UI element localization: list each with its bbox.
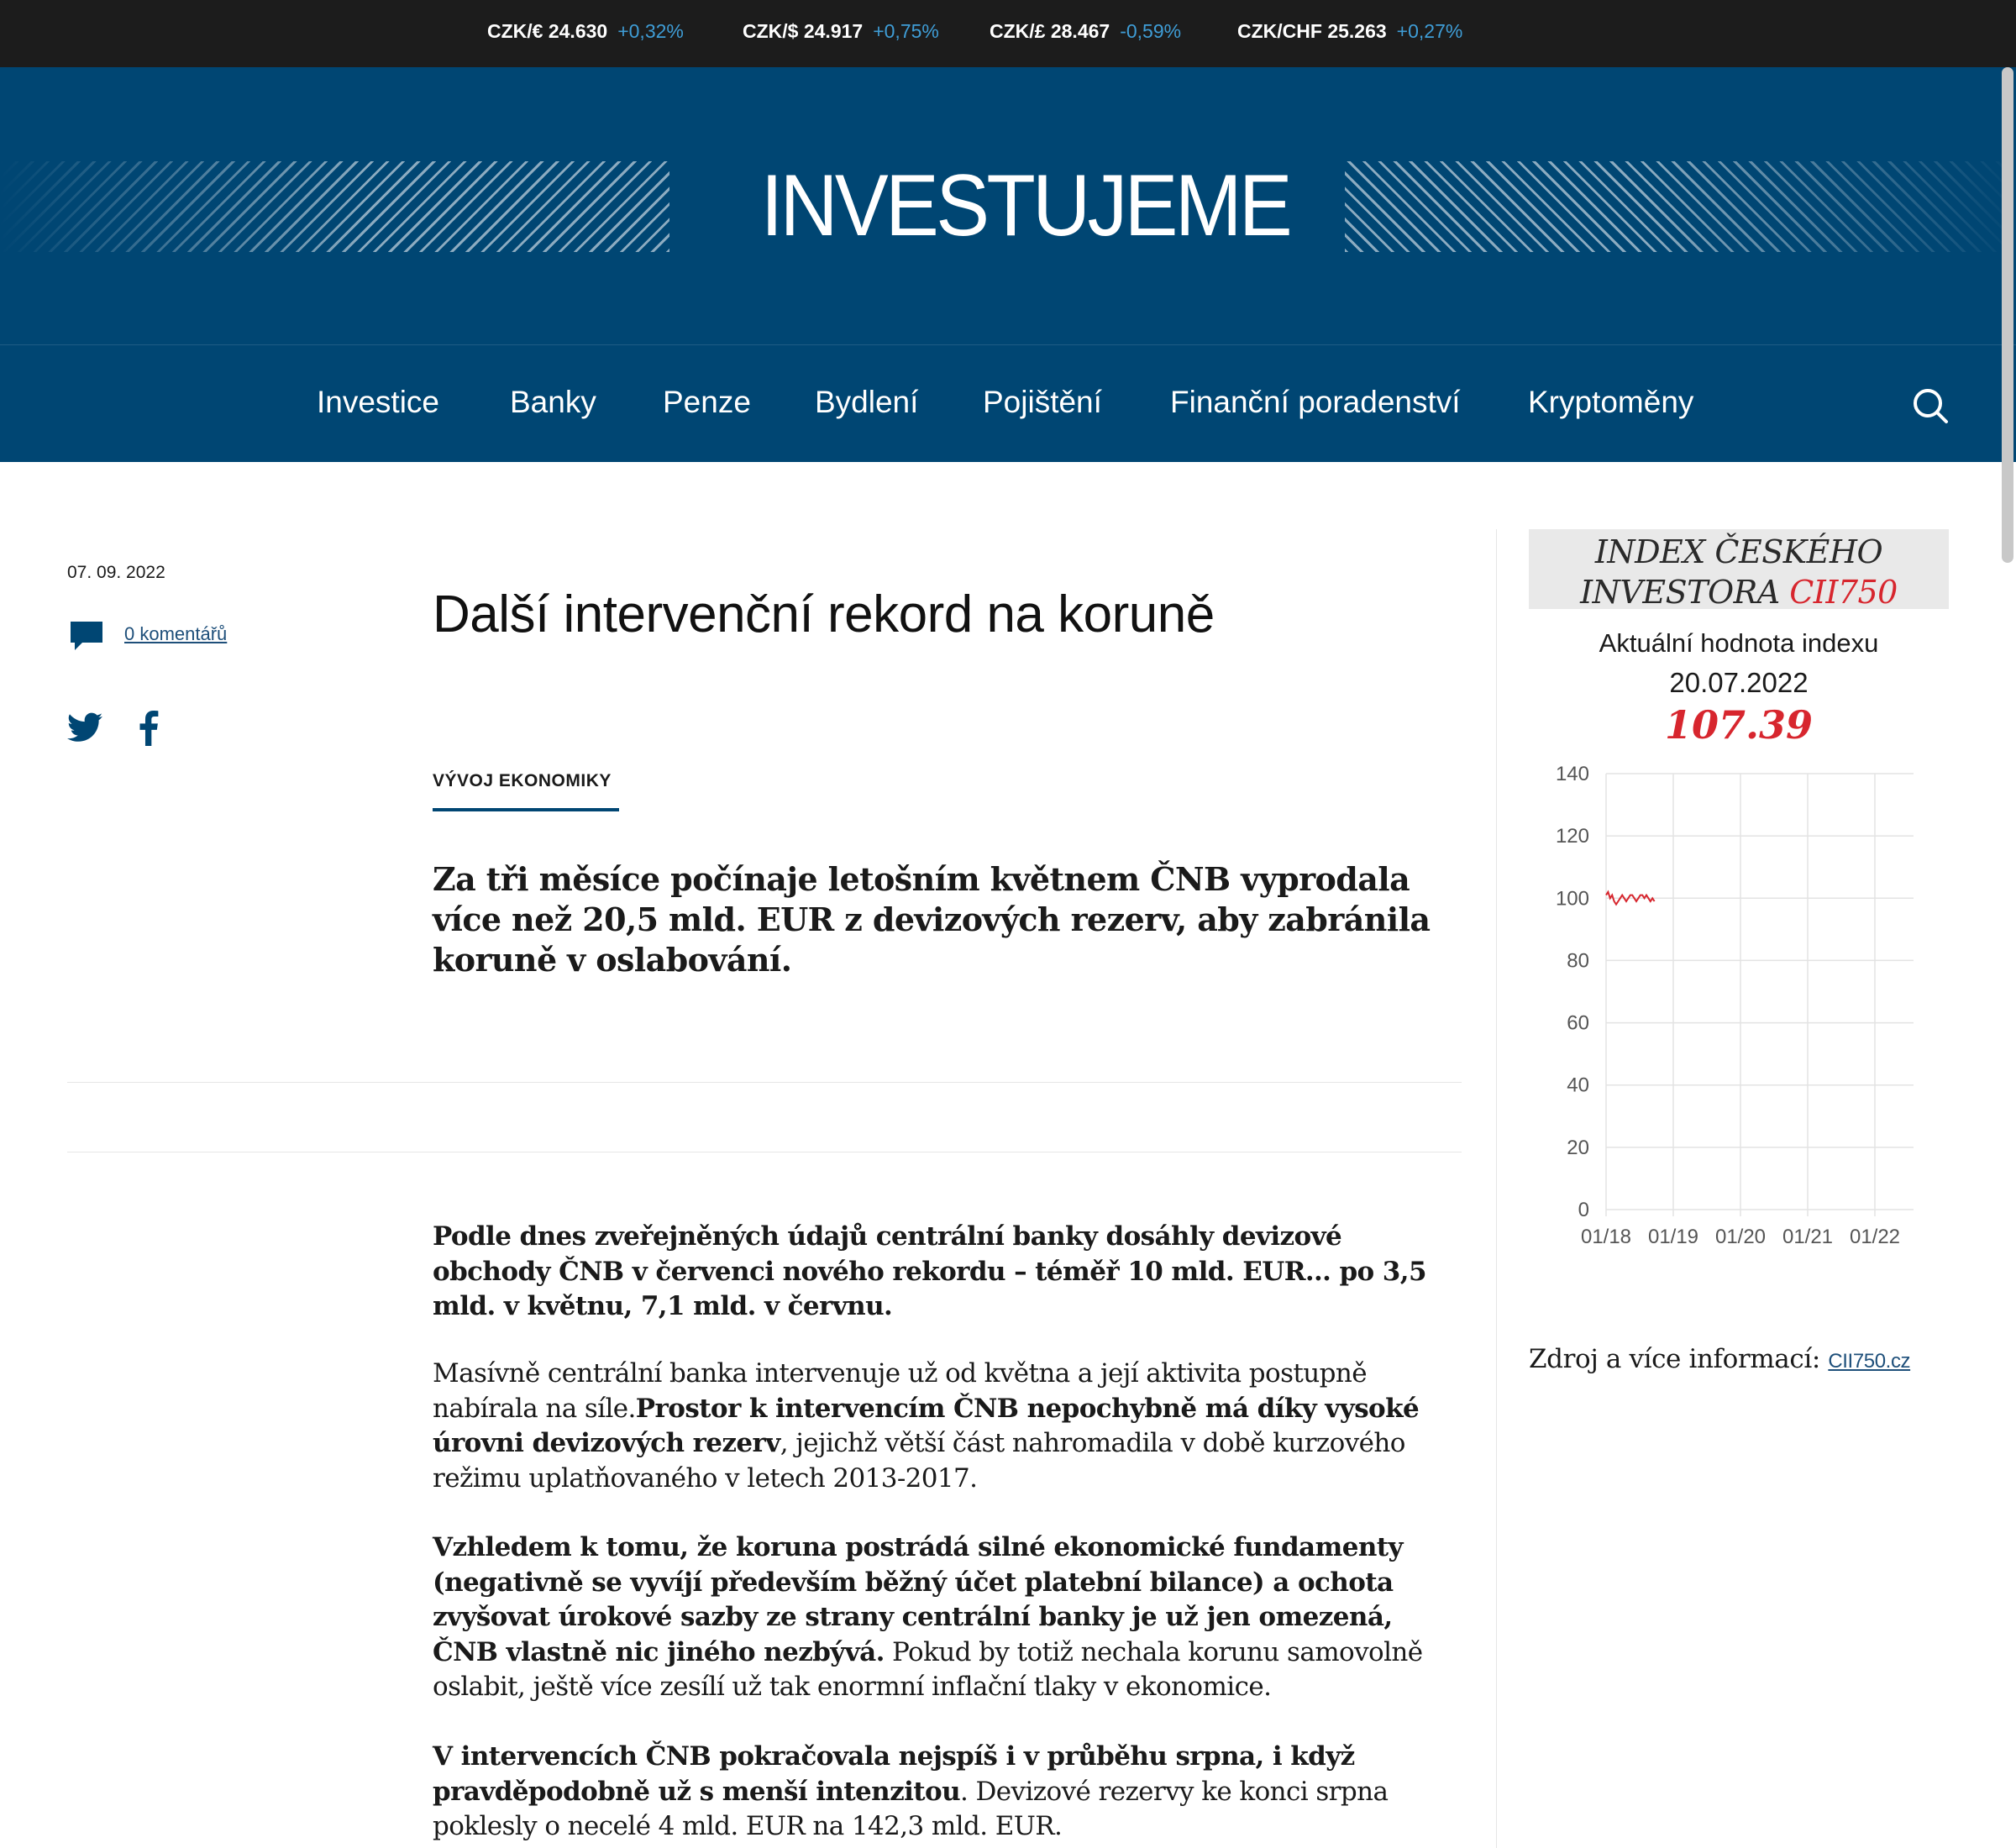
paragraph-bold-text: Podle dnes zveřejněných údajů centrální banky dosáhly devizové obchody ČNB v červenci nového rekordu – téměř 10 mld. EUR… po 3,5 mld. v květnu, 7,1 mld. v červnu. bbox=[433, 1221, 1426, 1321]
ticker-rate: CZK/€ 24.630 bbox=[487, 20, 608, 42]
article-paragraph bbox=[433, 1220, 1462, 1325]
paragraph-bold-text: Vzhledem k tomu, že koruna postrádá silné ekonomické fundamenty (negativně se vyvíjí především běžný účet platební bilance) a ochota zvyšovat úrokové sazby ze strany centrální banky je už jen omezená, ČNB vlastně nic jiného nezbývá. bbox=[433, 1532, 1403, 1667]
facebook-icon[interactable] bbox=[138, 711, 160, 746]
decorative-stripes-left bbox=[0, 161, 669, 252]
index-title-code: CII750 bbox=[1789, 574, 1898, 611]
index-line-chart bbox=[1529, 752, 1932, 1264]
divider bbox=[67, 1082, 1462, 1083]
sidebar-divider bbox=[1496, 529, 1497, 1848]
source-line bbox=[1529, 1344, 1910, 1374]
nav-item-kryptomeny[interactable]: Kryptoměny bbox=[1528, 385, 1694, 419]
y-tick-label: 140 bbox=[1555, 763, 1589, 785]
currency-ticker bbox=[0, 0, 2016, 67]
ticker-rate: CZK/£ 28.467 bbox=[990, 20, 1110, 42]
article-paragraph bbox=[433, 1357, 1462, 1496]
x-tick-label: 01/21 bbox=[1782, 1226, 1834, 1248]
y-tick-label: 100 bbox=[1555, 887, 1589, 911]
nav-item-penze[interactable]: Penze bbox=[663, 385, 751, 419]
nav-item-investice[interactable]: Investice bbox=[317, 385, 440, 419]
y-tick-label: 80 bbox=[1567, 949, 1589, 973]
source-label: Zdroj a více informací: bbox=[1529, 1344, 1829, 1374]
y-tick-label: 0 bbox=[1578, 1199, 1589, 1221]
ticker-change: +0,27% bbox=[1396, 20, 1463, 42]
index-title-prefix: INVESTORA bbox=[1580, 574, 1790, 611]
paragraph-bold-text: V intervencích ČNB pokračovala nejspíš i v průběhu srpna, i když pravděpodobně už s menší intenzitou bbox=[433, 1741, 1355, 1807]
paragraph-text: Masívně centrální banka intervenuje už od května a její aktivita postupně nabírala na síle. bbox=[433, 1358, 1367, 1424]
index-title-line2 bbox=[1529, 572, 1949, 612]
y-tick-label: 20 bbox=[1567, 1136, 1589, 1159]
x-tick-label: 01/18 bbox=[1580, 1226, 1632, 1248]
decorative-stripes-right bbox=[1345, 161, 2016, 252]
site-header bbox=[0, 67, 2016, 345]
paragraph-text: . Devizové rezervy ke konci srpna poklesly o necelé 4 mld. EUR na 142,3 mld. EUR. bbox=[433, 1776, 1389, 1841]
ticker-change: -0,59% bbox=[1120, 20, 1182, 42]
ticker-rate: CZK/$ 24.917 bbox=[743, 20, 864, 42]
main-nav bbox=[0, 345, 2016, 462]
search-icon[interactable] bbox=[1912, 387, 1949, 424]
index-title-line1: INDEX ČESKÉHO bbox=[1594, 533, 1883, 570]
site-logo[interactable]: INVESTUJEME bbox=[760, 157, 1289, 255]
y-tick-label: 60 bbox=[1567, 1011, 1589, 1035]
article-title: Další intervenční rekord na koruně bbox=[433, 585, 1215, 643]
y-tick-label: 120 bbox=[1555, 825, 1589, 848]
x-tick-label: 01/22 bbox=[1849, 1226, 1901, 1248]
page-scrollbar[interactable] bbox=[2002, 67, 2013, 563]
ticker-item bbox=[743, 20, 939, 43]
ticker-item bbox=[1237, 20, 1462, 43]
index-title bbox=[1529, 532, 1949, 612]
comment-icon[interactable] bbox=[69, 620, 104, 652]
comments-link[interactable]: 0 komentářů bbox=[124, 623, 228, 644]
paragraph-text: Pokud by totiž nechala korunu samovolně oslabit, ještě více zesílí už tak enormní inflační tlaky v ekonomice. bbox=[433, 1636, 1423, 1702]
ticker-rate: CZK/CHF 25.263 bbox=[1237, 20, 1387, 42]
x-tick-label: 01/19 bbox=[1647, 1226, 1699, 1248]
ticker-change: +0,32% bbox=[617, 20, 684, 42]
twitter-icon[interactable] bbox=[67, 712, 102, 743]
y-tick-label: 40 bbox=[1567, 1074, 1589, 1097]
ticker-item bbox=[487, 20, 684, 43]
source-link[interactable]: CII750.cz bbox=[1828, 1350, 1911, 1373]
article-paragraph bbox=[433, 1530, 1462, 1705]
category-tag[interactable]: VÝVOJ EKONOMIKY bbox=[433, 771, 612, 790]
paragraph-text: , jejichž větší část nahromadila v době kurzového režimu uplatňovaného v letech 2013-2017. bbox=[433, 1428, 1405, 1494]
nav-item-banky[interactable]: Banky bbox=[510, 385, 596, 419]
index-date: 20.07.2022 bbox=[1669, 667, 1809, 698]
ticker-item bbox=[990, 20, 1181, 43]
article-paragraph bbox=[433, 1740, 1462, 1845]
nav-item-bydleni[interactable]: Bydlení bbox=[815, 385, 919, 419]
index-value: 107.39 bbox=[1664, 702, 1814, 748]
index-subtitle: Aktuální hodnota indexu bbox=[1599, 628, 1879, 658]
article-perex: Za tři měsíce počínaje letošním květnem ČNB vyprodala více než 20,5 mld. EUR z devizových rezerv, aby zabránila koruně v oslabování. bbox=[433, 860, 1431, 979]
nav-item-financni-poradenstvi[interactable]: Finanční poradenství bbox=[1170, 385, 1461, 419]
category-underline bbox=[433, 808, 619, 811]
nav-item-pojisteni[interactable]: Pojištění bbox=[983, 385, 1102, 419]
article-date: 07. 09. 2022 bbox=[67, 563, 165, 582]
ticker-change: +0,75% bbox=[873, 20, 939, 42]
paragraph-bold-text: Prostor k intervencím ČNB nepochybně má díky vysoké úrovni devizových rezerv bbox=[433, 1393, 1420, 1458]
x-tick-label: 01/20 bbox=[1714, 1226, 1767, 1248]
